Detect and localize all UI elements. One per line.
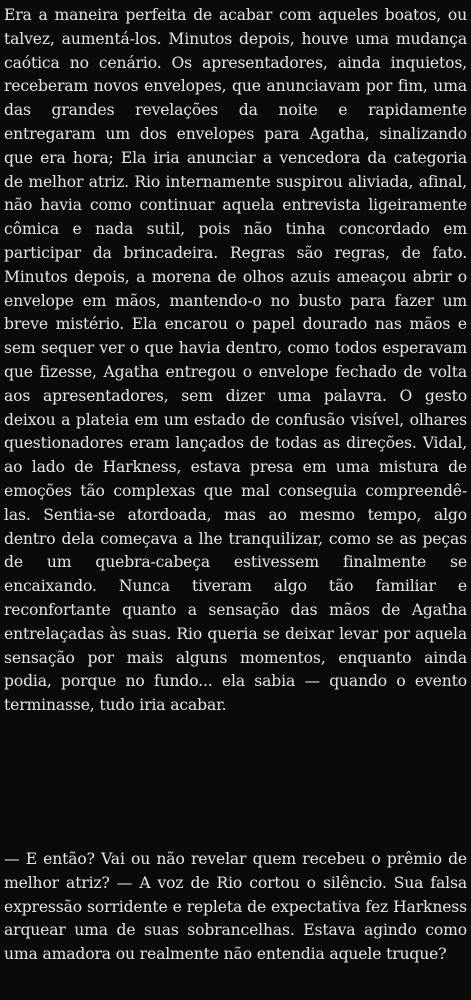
paragraph-2: — E então? Vai ou não revelar quem recebeu o prêmio de melhor atriz? — A voz de Rio cortou o silêncio. Sua falsa expressão sorridente e repleta de expectativa fez Harkness arquear uma de suas sobrancelhas. Estava agindo como uma amadora ou realmente não entendia aquele truque? [4,850,467,964]
paragraph-1: Era a maneira perfeita de acabar com aqueles boatos, ou talvez, aumentá-los. Minutos depois, houve uma mudança caótica no cenário. Os apresentadores, ainda inquietos, receberam novos envelopes, que anunciavam por fim, uma das grandes revelações da noite e rapidamente entregaram um dos envelopes para Agatha, sinalizando que era hora; Ela iria anunciar a vencedora da categoria de melhor atriz. Rio internamente suspirou aliviada, afinal, não havia como continuar aquela entrevista ligeiramente cômica e nada sutil, pois não tinha concordado em participar da brincadeira. Regras são regras, de fato. Minutos depois, a morena de olhos azuis ameaçou abrir o envelope em mãos, mantendo-o no busto para fazer um breve mistério. Ela encarou o papel dourado nas mãos e sem sequer ver o que havia dentro, como todos esperavam que fizesse, Agatha entregou o envelope fechado de volta aos apresentadores, sem dizer uma palavra. O gesto deixou a plateia em um estado de confusão visível, olhares questionadores eram lançados de todas as direções. Vidal, ao lado de Harkness, estava presa em uma mistura de emoções tão complexas que mal conseguia compreendê-las. Sentia-se atordoada, mas ao mesmo tempo, algo dentro dela começava a lhe tranquilizar, como se as peças de um quebra-cabeça estivessem finalmente se encaixando. Nunca tiveram algo tão familiar e reconfortante quanto a sensação das mãos de Agatha entrelaçadas às suas. Rio queria se deixar levar por aquela sensação por mais alguns momentos, enquanto ainda podia, porque no fundo... ela sabia — quando o evento terminasse, tudo iria acabar. [4,6,467,715]
